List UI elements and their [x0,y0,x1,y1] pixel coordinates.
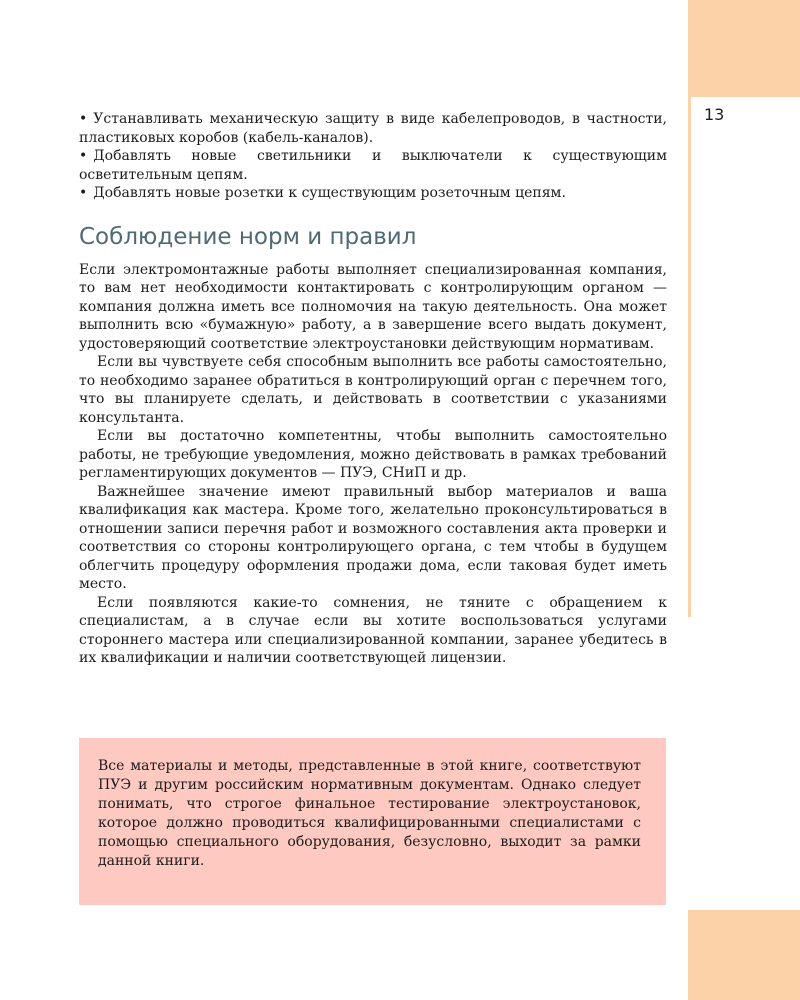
paragraph: Важнейшее значение имеют правильный выбор материалов и ваша квалификация как мастера. Кроме того, желательно проконсультироваться в отношении записи перечня работ и возможного составления акта проверки и соответствия со стороны контролирующего органа, с тем чтобы в будущем облегчить процедуру оформления продажи дома, если таковая будет иметь место. [79,483,667,592]
bullet-icon: • [79,148,88,164]
page-number: 13 [688,97,800,130]
section-title: Соблюдение норм и правил [79,223,417,250]
paragraph: Если вы достаточно компетентны, чтобы выполнить самостоятельно работы, не требующие уведомления, можно действовать в рамках требований регламентирующих документов — ПУЭ, СНиП и др. [79,428,667,481]
page-content [79,110,667,668]
list-item [79,147,667,184]
list-item [79,184,667,203]
page-tab-bottom [688,910,800,1000]
bullet-text: Добавлять новые светильники и выключатели к существующим осветительным цепям. [79,148,667,183]
note-box [79,738,666,905]
bullet-text: Устанавливать механическую защиту в виде кабелепроводов, в частности, пластиковых коробов (кабель-каналов). [79,111,667,146]
bullet-icon: • [79,185,88,201]
paragraph: Если электромонтажные работы выполняет специализированная компания, то вам нет необходимости контактировать с контролирующим органом — компания должна иметь все полномочия на такую деятельность. Она может выполнить всю «бумажную» работу, а в завершение всего выдать документ, удостоверяющий соответствие электроустановки действующим нормативам. [79,261,667,352]
list-item [79,110,667,147]
page-tab-top [688,0,800,97]
paragraph: Если вы чувствуете себя способным выполнить все работы самостоятельно, то необходимо заранее обратиться в контролирующий орган с перечнем того, что вы планируете сделать, и действовать в соответствии с указаниями консультанта. [79,354,667,426]
page-tab-border [688,130,800,617]
note-text: Все материалы и методы, представленные в этой книге, соответствуют ПУЭ и другим российским нормативным документам. Однако следует понимать, что строгое финальное тестирование электроустановок, которое должно проводиться квалифицированными специалистами с помощью специального оборудования, безусловно, выходит за рамки данной книги. [98,758,641,869]
paragraph: Если появляются какие-то сомнения, не тяните с обращением к специалистам, а в случае если вы хотите воспользоваться услугами стороннего мастера или специализированной компании, заранее убедитесь в их квалификации и наличии соответствующей лицензии. [79,594,667,666]
bullet-text: Добавлять новые розетки к существующим розеточным цепям. [93,185,566,201]
bullet-list [79,110,667,203]
bullet-icon: • [79,111,88,127]
